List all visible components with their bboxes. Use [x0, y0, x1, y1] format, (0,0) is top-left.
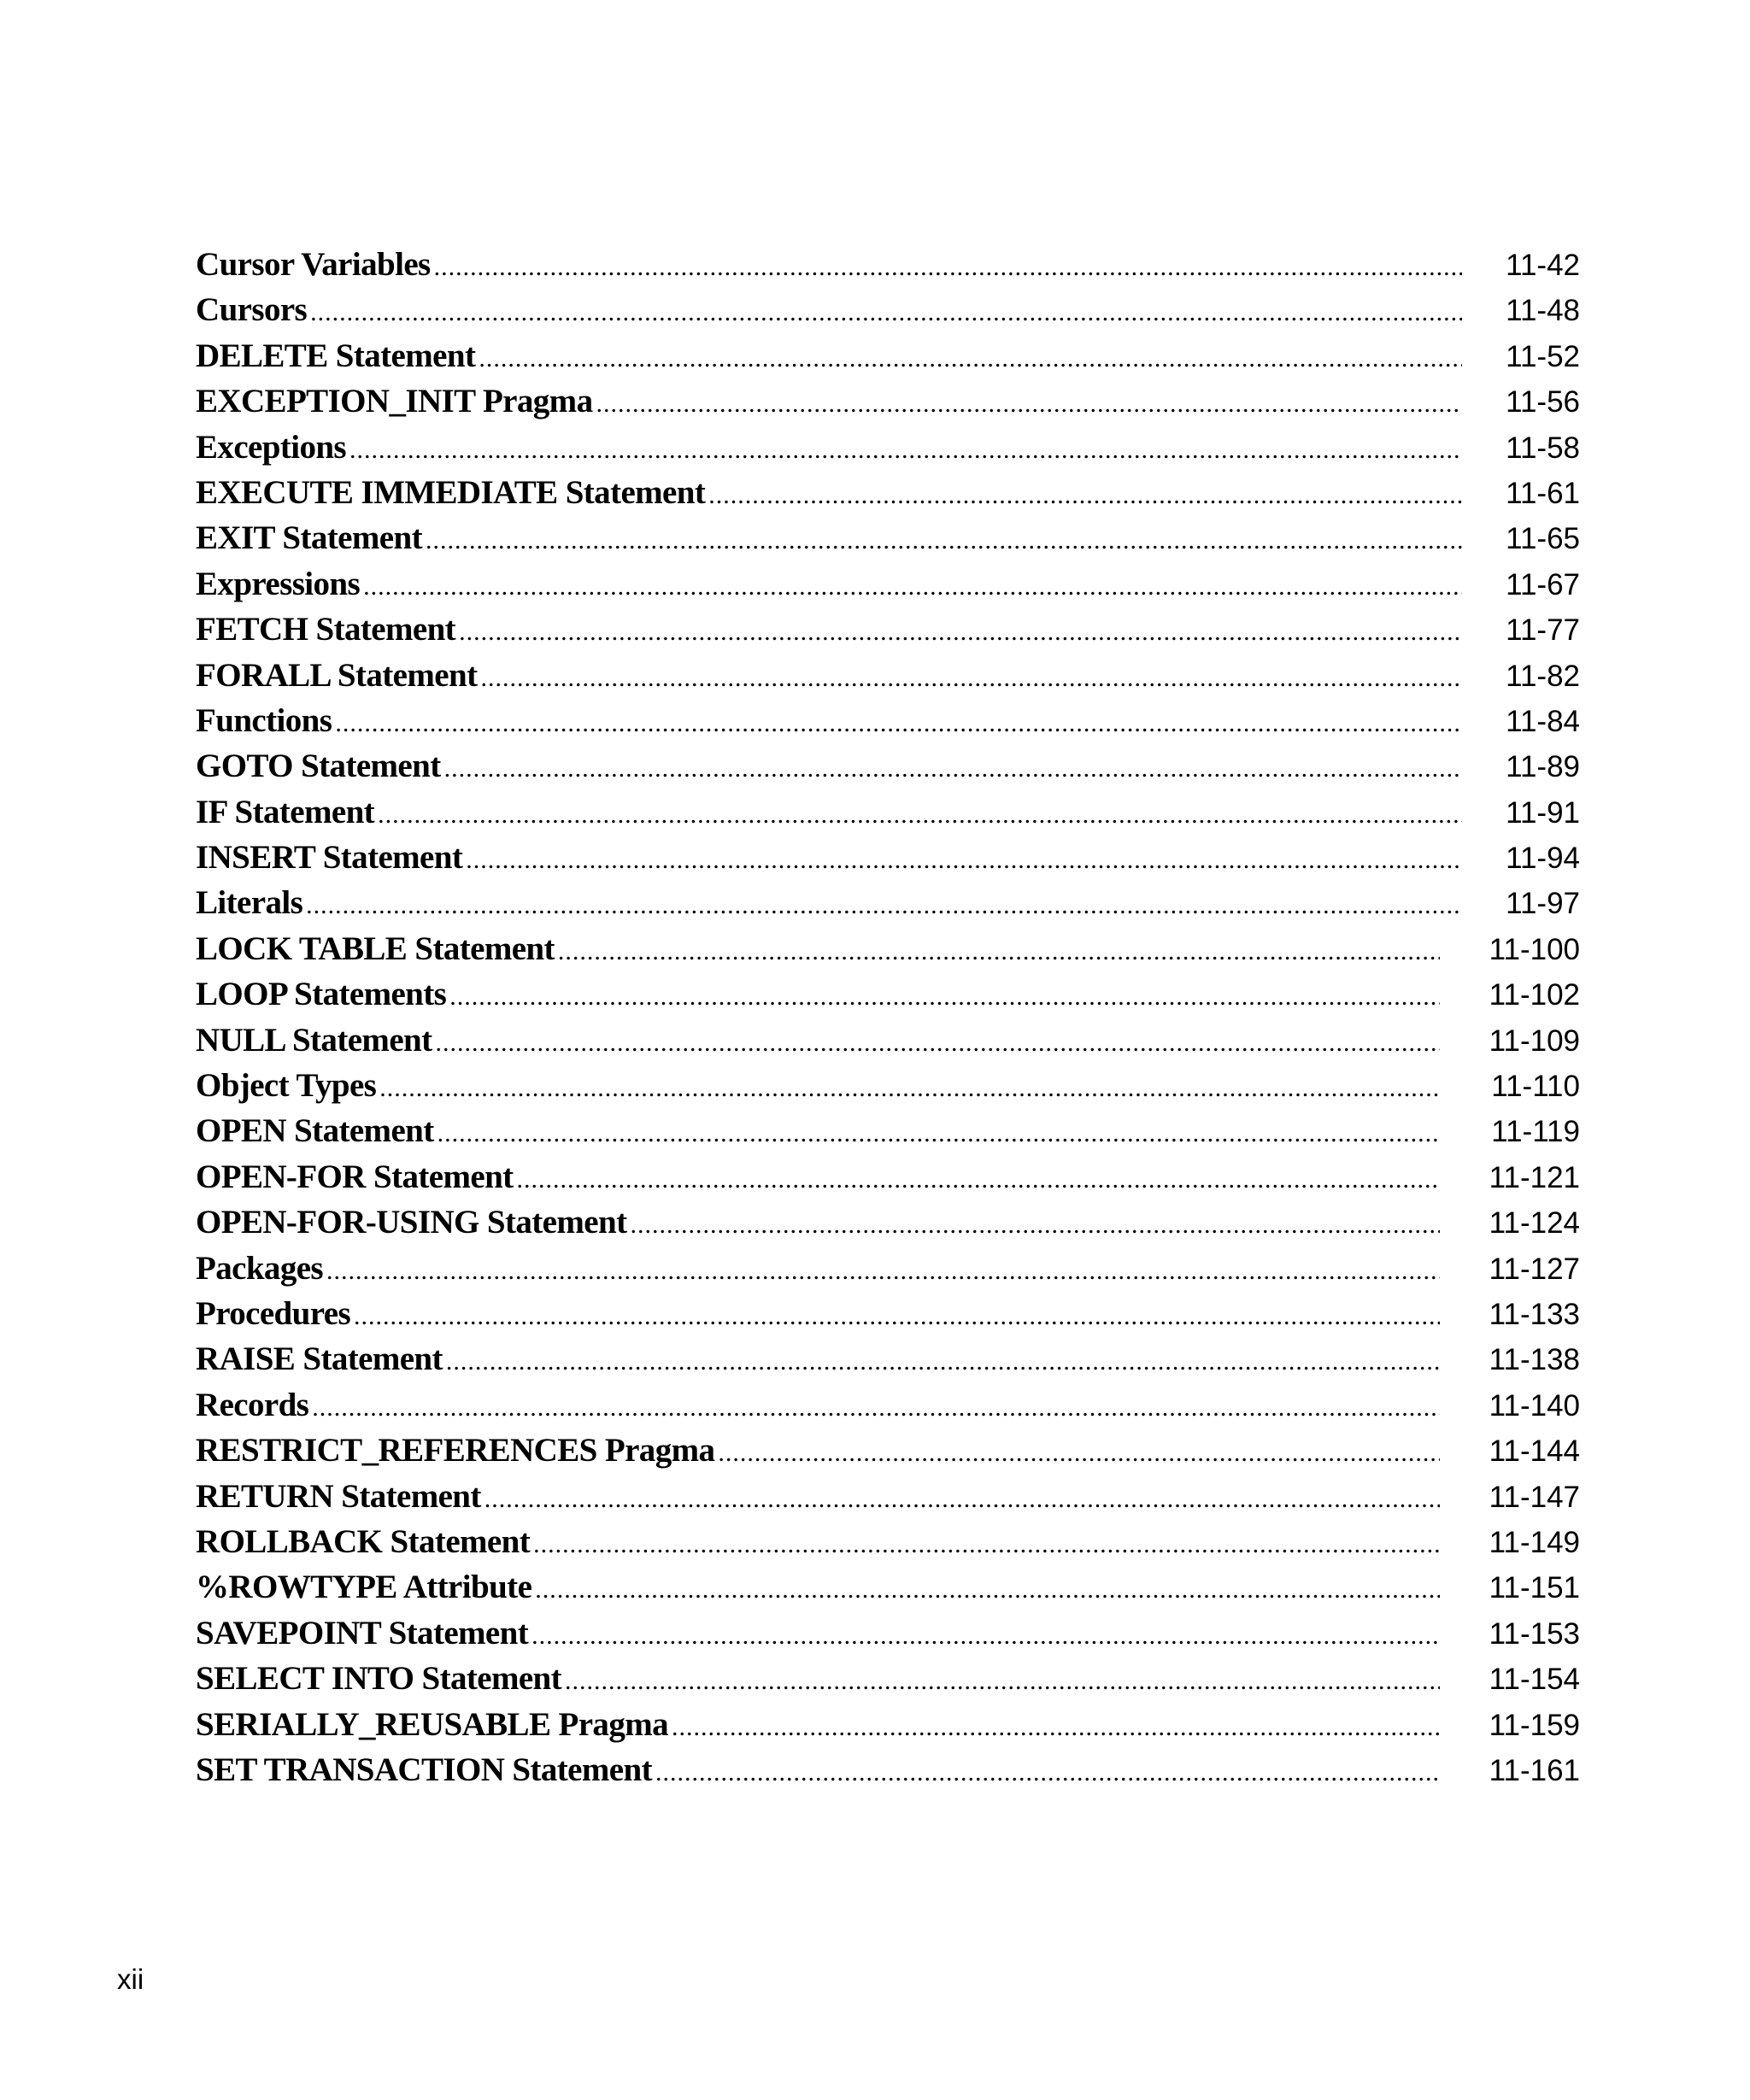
- toc-entry-page: 11-138: [1489, 1343, 1580, 1377]
- toc-dot-leader: [436, 1020, 1440, 1065]
- toc-entry[interactable]: [196, 1382, 1580, 1428]
- toc-entry-title: Exceptions: [196, 428, 347, 466]
- toc-entry[interactable]: [196, 1154, 1580, 1200]
- toc-entry-page: 11-124: [1489, 1206, 1580, 1241]
- toc-entry-title: SAVEPOINT Statement: [196, 1614, 529, 1651]
- toc-dot-leader: [449, 974, 1440, 1019]
- toc-entry[interactable]: [196, 835, 1580, 880]
- toc-entry-title: OPEN-FOR Statement: [196, 1158, 514, 1195]
- toc-entry[interactable]: [196, 1108, 1580, 1153]
- toc-entry[interactable]: [196, 378, 1580, 424]
- toc-entry-page: 11-140: [1489, 1388, 1580, 1422]
- toc-entry[interactable]: [196, 1702, 1580, 1747]
- toc-entry[interactable]: [196, 1336, 1580, 1381]
- toc-entry-page: 11-154: [1489, 1663, 1580, 1697]
- toc-entry-title: Packages: [196, 1249, 324, 1287]
- toc-entry-page: 11-89: [1506, 750, 1580, 784]
- toc-dot-leader: [479, 336, 1462, 381]
- toc-dot-leader: [444, 746, 1462, 791]
- toc-entry[interactable]: [196, 1564, 1580, 1610]
- toc-entry-page: 11-52: [1506, 339, 1580, 373]
- toc-entry-title: NULL Statement: [196, 1021, 432, 1059]
- toc-dot-leader: [378, 792, 1462, 837]
- toc-entry[interactable]: [196, 1291, 1580, 1336]
- toc-entry[interactable]: [196, 1747, 1580, 1792]
- toc-dot-leader: [363, 564, 1462, 609]
- toc-entry[interactable]: [196, 425, 1580, 470]
- toc-entry-page: 11-149: [1489, 1525, 1580, 1559]
- toc-dot-leader: [379, 1065, 1440, 1111]
- toc-dot-leader: [480, 655, 1462, 701]
- toc-dot-leader: [596, 381, 1462, 426]
- toc-dot-leader: [310, 290, 1462, 335]
- toc-entry[interactable]: [196, 971, 1580, 1017]
- toc-dot-leader: [446, 1339, 1440, 1384]
- toc-entry-title: %ROWTYPE Attribute: [196, 1569, 532, 1606]
- toc-entry-page: 11-159: [1489, 1708, 1580, 1742]
- toc-entry[interactable]: [196, 926, 1580, 971]
- toc-entry[interactable]: [196, 743, 1580, 789]
- toc-entry-page: 11-48: [1506, 294, 1580, 328]
- toc-entry-title: LOCK TABLE Statement: [196, 930, 555, 967]
- toc-entry-page: 11-84: [1506, 704, 1580, 738]
- toc-dot-leader: [349, 427, 1462, 472]
- toc-entry-page: 11-65: [1506, 522, 1580, 556]
- toc-entry-page: 11-161: [1489, 1753, 1580, 1787]
- toc-entry-page: 11-100: [1489, 932, 1580, 966]
- toc-entry-page: 11-102: [1489, 978, 1580, 1012]
- toc-entry-title: SERIALLY_REUSABLE Pragma: [196, 1705, 669, 1743]
- toc-entry-title: Object Types: [196, 1067, 377, 1105]
- toc-entry-title: SELECT INTO Statement: [196, 1660, 562, 1698]
- toc-dot-leader: [655, 1750, 1440, 1795]
- toc-entry-title: FORALL Statement: [196, 656, 478, 694]
- toc-entry-title: RAISE Statement: [196, 1340, 443, 1378]
- toc-dot-leader: [718, 1430, 1440, 1475]
- toc-entry-title: Cursors: [196, 291, 308, 329]
- toc-dot-leader: [306, 883, 1462, 928]
- toc-dot-leader: [535, 1567, 1440, 1612]
- toc-entry-page: 11-56: [1506, 385, 1580, 419]
- toc-entry[interactable]: [196, 1246, 1580, 1291]
- toc-entry-page: 11-151: [1489, 1571, 1580, 1605]
- toc-dot-leader: [708, 472, 1462, 518]
- toc-dot-leader: [438, 1111, 1440, 1156]
- toc-entry-title: Literals: [196, 884, 303, 922]
- toc-entry-page: 11-121: [1489, 1160, 1580, 1194]
- toc-entry-title: DELETE Statement: [196, 337, 476, 374]
- toc-entry-page: 11-77: [1506, 613, 1580, 648]
- toc-entry[interactable]: [196, 1063, 1580, 1108]
- toc-entry-title: OPEN-FOR-USING Statement: [196, 1204, 627, 1241]
- toc-entry-page: 11-58: [1506, 431, 1580, 465]
- toc-dot-leader: [326, 1248, 1440, 1293]
- toc-entry-page: 11-144: [1489, 1434, 1580, 1469]
- toc-entry-page: 11-147: [1489, 1480, 1580, 1514]
- toc-dot-leader: [630, 1202, 1440, 1247]
- toc-entry-title: Procedures: [196, 1294, 351, 1332]
- toc-entry[interactable]: [196, 1610, 1580, 1656]
- toc-entry-page: 11-110: [1491, 1070, 1580, 1104]
- toc-entry-page: 11-133: [1489, 1297, 1580, 1331]
- page-number: xii: [117, 1963, 144, 1995]
- toc-dot-leader: [459, 609, 1462, 654]
- toc-dot-leader: [565, 1658, 1440, 1704]
- toc-entry-title: RETURN Statement: [196, 1477, 481, 1515]
- toc-entry-page: 11-94: [1506, 842, 1580, 876]
- toc-entry[interactable]: [196, 1656, 1580, 1701]
- toc-dot-leader: [426, 518, 1462, 563]
- toc-entry[interactable]: [196, 1428, 1580, 1473]
- toc-entry[interactable]: [196, 242, 1580, 287]
- toc-dot-leader: [558, 929, 1440, 974]
- toc-dot-leader: [466, 837, 1462, 883]
- toc-entry-title: Expressions: [196, 565, 361, 602]
- toc-entry-title: GOTO Statement: [196, 748, 441, 785]
- toc-entry-title: RESTRICT_REFERENCES Pragma: [196, 1432, 715, 1469]
- toc-entry[interactable]: [196, 1018, 1580, 1063]
- toc-entry-page: 11-82: [1506, 659, 1580, 693]
- toc-entry-page: 11-109: [1489, 1024, 1580, 1058]
- toc-entry-title: FETCH Statement: [196, 611, 456, 648]
- toc-entry-title: EXIT Statement: [196, 519, 422, 557]
- toc-entry[interactable]: [196, 515, 1580, 560]
- toc-dot-leader: [434, 244, 1462, 290]
- toc-entry-page: 11-153: [1489, 1616, 1580, 1651]
- toc-dot-leader: [354, 1293, 1440, 1339]
- toc-dot-leader: [312, 1385, 1440, 1430]
- toc-entry-title: IF Statement: [196, 793, 375, 830]
- toc-entry[interactable]: [196, 1200, 1580, 1245]
- toc-entry[interactable]: [196, 287, 1580, 332]
- toc-entry[interactable]: [196, 470, 1580, 515]
- toc-entry-page: 11-97: [1506, 887, 1580, 921]
- toc-entry[interactable]: [196, 1519, 1580, 1564]
- toc-entry[interactable]: [196, 333, 1580, 378]
- toc-dot-leader: [531, 1613, 1440, 1658]
- toc-entry-title: Records: [196, 1386, 309, 1423]
- toc-dot-leader: [672, 1704, 1440, 1750]
- table-of-contents: [196, 242, 1580, 1792]
- toc-entry-title: EXCEPTION_INIT Pragma: [196, 383, 593, 420]
- toc-entry-title: LOOP Statements: [196, 976, 447, 1013]
- toc-entry[interactable]: [196, 880, 1580, 925]
- toc-entry-page: 11-42: [1506, 249, 1580, 282]
- toc-entry[interactable]: [196, 607, 1580, 652]
- toc-entry-title: INSERT Statement: [196, 839, 463, 877]
- toc-dot-leader: [484, 1476, 1440, 1522]
- toc-entry-page: 11-91: [1506, 795, 1580, 830]
- toc-dot-leader: [533, 1522, 1440, 1567]
- toc-entry-title: EXECUTE IMMEDIATE Statement: [196, 473, 706, 511]
- toc-entry[interactable]: [196, 653, 1580, 698]
- toc-entry[interactable]: [196, 789, 1580, 835]
- toc-entry[interactable]: [196, 698, 1580, 743]
- toc-entry-page: 11-67: [1506, 567, 1580, 601]
- toc-entry-title: Cursor Variables: [196, 246, 431, 283]
- toc-dot-leader: [335, 701, 1462, 746]
- toc-entry[interactable]: [196, 1474, 1580, 1519]
- toc-entry-page: 11-127: [1489, 1252, 1580, 1286]
- toc-entry-page: 11-119: [1491, 1115, 1580, 1149]
- toc-entry-title: OPEN Statement: [196, 1112, 434, 1150]
- toc-entry-title: SET TRANSACTION Statement: [196, 1751, 652, 1788]
- toc-entry-title: Functions: [196, 701, 332, 739]
- toc-entry[interactable]: [196, 561, 1580, 607]
- toc-entry-page: 11-61: [1506, 476, 1580, 510]
- toc-entry-title: ROLLBACK Statement: [196, 1522, 531, 1560]
- toc-dot-leader: [517, 1157, 1440, 1202]
